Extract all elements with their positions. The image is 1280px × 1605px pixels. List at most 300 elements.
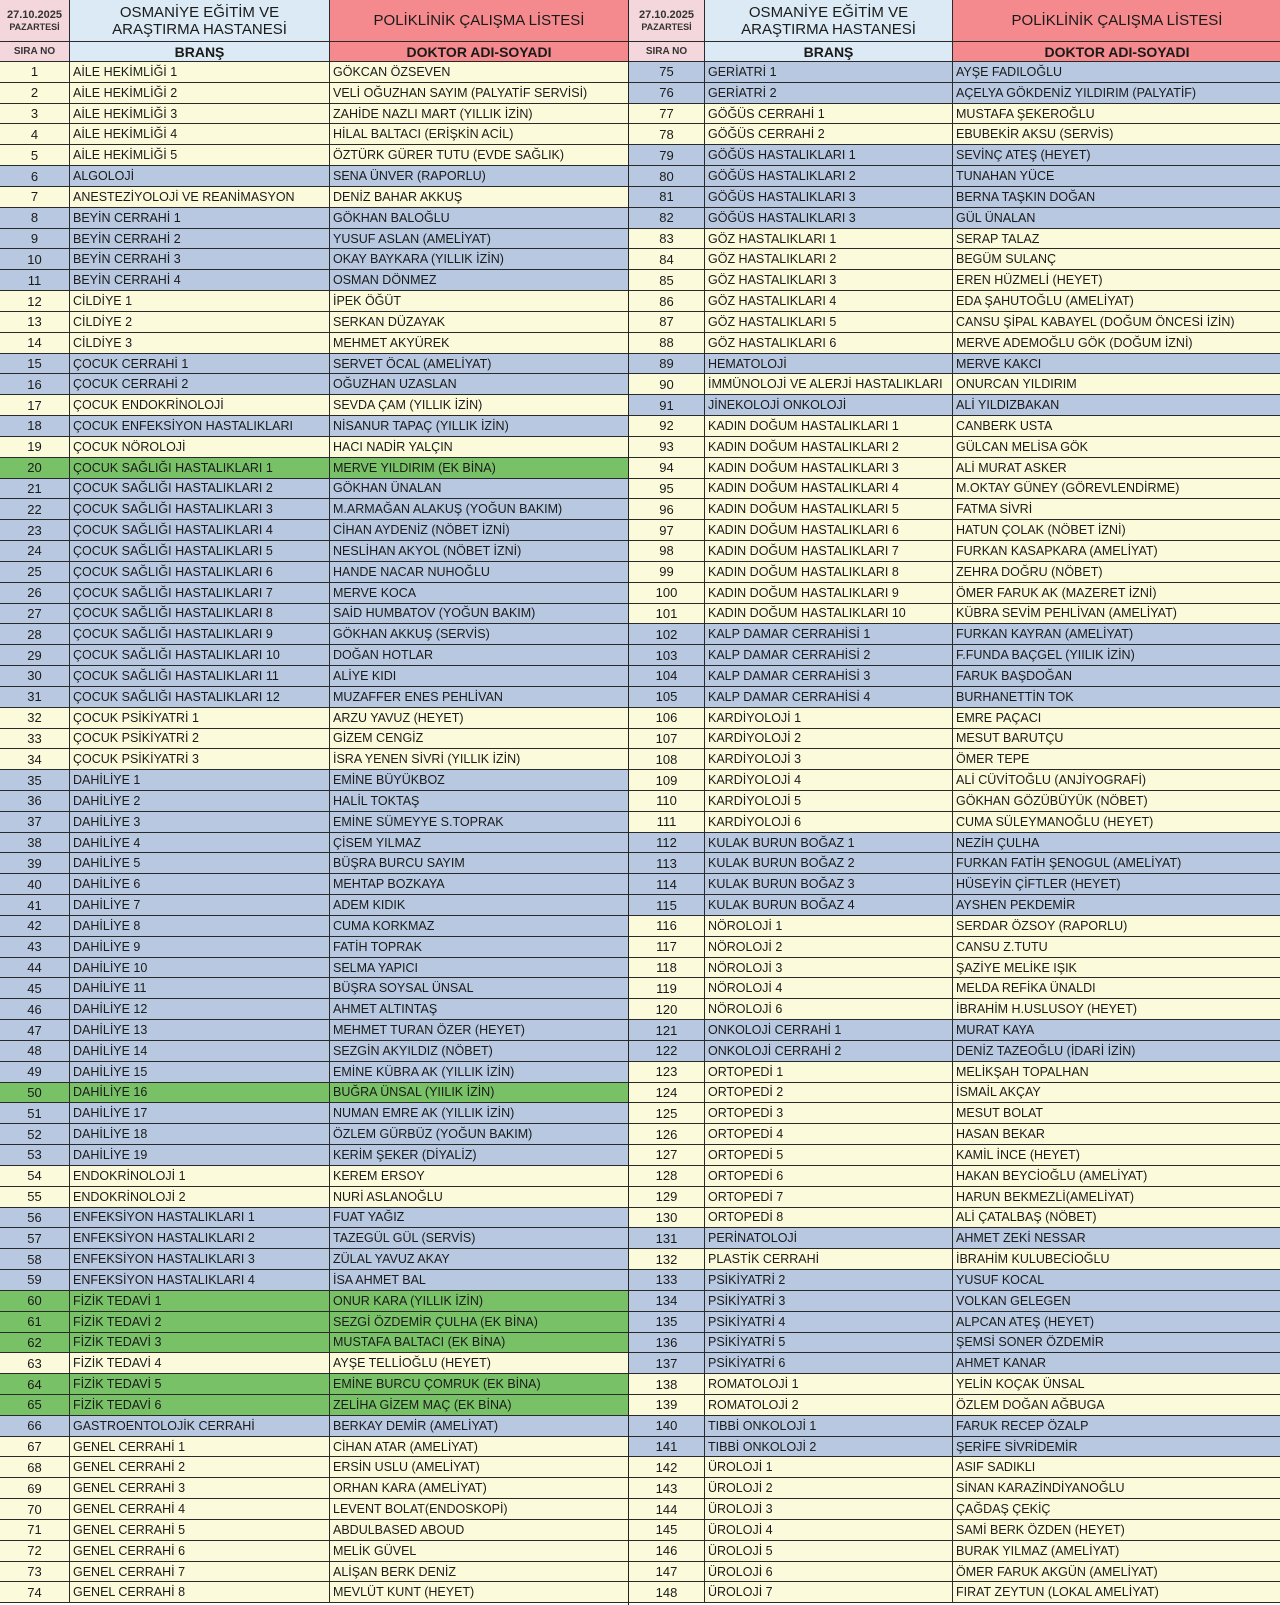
- doctor-cell: SERDAR ÖZSOY (RAPORLU): [956, 918, 1128, 933]
- row-number: 8: [0, 208, 70, 228]
- row-number: 50: [0, 1083, 70, 1103]
- branch-cell: GÖZ HASTALIKLARI 5: [705, 312, 953, 332]
- row-number: 139: [629, 1395, 705, 1415]
- branch-cell: NÖROLOJİ 2: [705, 937, 953, 957]
- doctor-cell: BÜŞRA SOYSAL ÜNSAL: [333, 981, 474, 996]
- table-row: [0, 1103, 628, 1124]
- doctor-cell: İSMAİL AKÇAY: [956, 1085, 1041, 1100]
- branch-cell: CİLDİYE 2: [70, 312, 330, 332]
- col-header-doctor: DOKTOR ADI-SOYADI: [330, 42, 628, 61]
- doctor-cell: GÜL ÜNALAN: [956, 210, 1036, 225]
- row-number: 45: [0, 978, 70, 998]
- doctor-cell: ZELİHA GİZEM MAÇ (EK BİNA): [333, 1397, 512, 1412]
- list-title: POLİKLİNİK ÇALIŞMA LİSTESİ: [953, 0, 1280, 41]
- branch-cell: KALP DAMAR CERRAHİSİ 2: [705, 645, 953, 665]
- doctor-cell: AYSHEN PEKDEMİR: [956, 898, 1076, 913]
- left-table-body: [0, 62, 628, 1603]
- doctor-cell: GÖKHAN AKKUŞ (SERVİS): [333, 627, 490, 642]
- doctor-cell: BERNA TAŞKIN DOĞAN: [956, 189, 1096, 204]
- table-row: [0, 1249, 628, 1270]
- table-row: [0, 1208, 628, 1229]
- doctor-cell: ŞEMSİ SONER ÖZDEMİR: [956, 1335, 1104, 1350]
- table-row: [0, 1437, 628, 1458]
- doctor-cell: MELİK GÜVEL: [333, 1543, 417, 1558]
- row-number: 131: [629, 1228, 705, 1248]
- doctor-cell: AYŞE TELLİOĞLU (HEYET): [333, 1356, 491, 1371]
- col-header-branch: BRANŞ: [705, 42, 953, 61]
- table-row: [629, 62, 1280, 83]
- day-name: PAZARTESİ: [9, 21, 60, 32]
- branch-cell: GENEL CERRAHİ 8: [70, 1582, 330, 1602]
- doctor-cell: FURKAN KASAPKARA (AMELİYAT): [956, 543, 1158, 558]
- branch-cell: ÜROLOJİ 1: [705, 1457, 953, 1477]
- table-row: [629, 1020, 1280, 1041]
- table-row: [0, 1187, 628, 1208]
- row-number: 57: [0, 1228, 70, 1248]
- table-row: [0, 187, 628, 208]
- table-row: [0, 479, 628, 500]
- row-number: 10: [0, 249, 70, 269]
- branch-cell: ÇOCUK SAĞLIĞI HASTALIKLARI 4: [70, 520, 330, 540]
- row-number: 69: [0, 1478, 70, 1498]
- branch-cell: ÇOCUK SAĞLIĞI HASTALIKLARI 7: [70, 583, 330, 603]
- doctor-cell: ALİ ÇATALBAŞ (NÖBET): [956, 1210, 1097, 1225]
- doctor-cell: HÜSEYİN ÇİFTLER (HEYET): [956, 877, 1121, 892]
- doctor-cell: ERSİN USLU (AMELİYAT): [333, 1460, 480, 1475]
- table-row: [0, 208, 628, 229]
- day-name: PAZARTESİ: [641, 21, 692, 32]
- row-number: 43: [0, 937, 70, 957]
- doctor-cell: MEVLÜT KUNT (HEYET): [333, 1585, 475, 1600]
- doctor-cell: M.ARMAĞAN ALAKUŞ (YOĞUN BAKIM): [333, 502, 563, 517]
- branch-cell: DAHİLİYE 7: [70, 895, 330, 915]
- branch-cell: PERİNATOLOJİ: [705, 1228, 953, 1248]
- table-row: [0, 270, 628, 291]
- branch-cell: ENFEKSİYON HASTALIKLARI 4: [70, 1270, 330, 1290]
- table-row: [629, 1374, 1280, 1395]
- doctor-cell: MERVE KOCA: [333, 585, 417, 600]
- doctor-cell: MESUT BOLAT: [956, 1106, 1044, 1121]
- branch-cell: İMMÜNOLOJİ VE ALERJİ HASTALIKLARI: [705, 374, 953, 394]
- doctor-cell: BURHANETTİN TOK: [956, 689, 1074, 704]
- table-row: [629, 1228, 1280, 1249]
- table-row: [0, 1312, 628, 1333]
- table-row: [0, 1333, 628, 1354]
- doctor-cell: KERİM ŞEKER (DİYALİZ): [333, 1147, 477, 1162]
- table-row: [0, 1041, 628, 1062]
- table-row: [0, 604, 628, 625]
- table-row: [629, 833, 1280, 854]
- branch-cell: GÖĞÜS HASTALIKLARI 2: [705, 166, 953, 186]
- row-number: 89: [629, 354, 705, 374]
- doctor-cell: SAİD HUMBATOV (YOĞUN BAKIM): [333, 606, 536, 621]
- branch-cell: NÖROLOJİ 4: [705, 978, 953, 998]
- table-row: [0, 374, 628, 395]
- branch-cell: DAHİLİYE 15: [70, 1062, 330, 1082]
- branch-cell: DAHİLİYE 14: [70, 1041, 330, 1061]
- table-row: [629, 1270, 1280, 1291]
- table-row: [629, 583, 1280, 604]
- branch-cell: GÖZ HASTALIKLARI 1: [705, 229, 953, 249]
- doctor-cell: ONURCAN YILDIRIM: [956, 377, 1077, 392]
- row-number: 83: [629, 229, 705, 249]
- row-number: 15: [0, 354, 70, 374]
- table-row: [0, 1478, 628, 1499]
- row-number: 18: [0, 416, 70, 436]
- doctor-cell: AÇELYA GÖKDENİZ YILDIRIM (PALYATİF): [956, 85, 1197, 100]
- table-row: [629, 1145, 1280, 1166]
- table-row: [629, 249, 1280, 270]
- table-row: [0, 520, 628, 541]
- row-number: 126: [629, 1124, 705, 1144]
- table-row: [629, 1582, 1280, 1603]
- row-number: 120: [629, 999, 705, 1019]
- branch-cell: HEMATOLOJİ: [705, 354, 953, 374]
- doctor-cell: EMİNE BÜYÜKBOZ: [333, 773, 445, 788]
- doctor-cell: DENİZ BAHAR AKKUŞ: [333, 189, 463, 204]
- doctor-cell: SAMİ BERK ÖZDEN (HEYET): [956, 1522, 1125, 1537]
- row-number: 127: [629, 1145, 705, 1165]
- row-number: 101: [629, 604, 705, 624]
- doctor-cell: ALİ YILDIZBAKAN: [956, 398, 1060, 413]
- branch-cell: CİLDİYE 1: [70, 291, 330, 311]
- doctor-cell: YUSUF KOCAL: [956, 1272, 1045, 1287]
- table-row: [0, 937, 628, 958]
- date: 27.10.2025: [638, 8, 695, 21]
- table-row: [629, 666, 1280, 687]
- row-number: 147: [629, 1562, 705, 1582]
- row-number: 129: [629, 1187, 705, 1207]
- branch-cell: KADIN DOĞUM HASTALIKLARI 5: [705, 499, 953, 519]
- table-row: [0, 583, 628, 604]
- doctor-cell: OSMAN DÖNMEZ: [333, 273, 437, 288]
- branch-cell: GÖĞÜS CERRAHİ 1: [705, 104, 953, 124]
- doctor-cell: MERVE ADEMOĞLU GÖK (DOĞUM İZNİ): [956, 335, 1193, 350]
- right-table: [629, 0, 1280, 1605]
- doctor-cell: GÖKHAN GÖZÜBÜYÜK (NÖBET): [956, 793, 1148, 808]
- row-number: 148: [629, 1582, 705, 1602]
- table-row: [629, 729, 1280, 750]
- doctor-cell: ZÜLAL YAVUZ AKAY: [333, 1252, 450, 1267]
- row-number: 112: [629, 833, 705, 853]
- row-number: 138: [629, 1374, 705, 1394]
- branch-cell: AİLE HEKİMLİĞİ 1: [70, 62, 330, 82]
- branch-cell: AİLE HEKİMLİĞİ 2: [70, 83, 330, 103]
- branch-cell: ÇOCUK SAĞLIĞI HASTALIKLARI 12: [70, 687, 330, 707]
- doctor-cell: FATİH TOPRAK: [333, 939, 422, 954]
- row-number: 84: [629, 249, 705, 269]
- table-row: [0, 895, 628, 916]
- row-number: 82: [629, 208, 705, 228]
- table-row: [629, 562, 1280, 583]
- table-row: [629, 1041, 1280, 1062]
- doctor-cell: HANDE NACAR NUHOĞLU: [333, 564, 490, 579]
- row-number: 65: [0, 1395, 70, 1415]
- row-number: 113: [629, 853, 705, 873]
- table-row: [629, 1312, 1280, 1333]
- row-number: 130: [629, 1208, 705, 1228]
- row-number: 108: [629, 749, 705, 769]
- doctor-cell: ŞERİFE SİVRİDEMİR: [956, 1439, 1078, 1454]
- doctor-cell: ONUR KARA (YILLIK İZİN): [333, 1293, 484, 1308]
- table-row: [0, 1353, 628, 1374]
- table-row: [0, 1062, 628, 1083]
- row-number: 32: [0, 708, 70, 728]
- doctor-cell: DOĞAN HOTLAR: [333, 648, 434, 663]
- doctor-cell: ÇİSEM YILMAZ: [333, 835, 421, 850]
- table-row: [629, 916, 1280, 937]
- doctor-cell: MEHTAP BOZKAYA: [333, 877, 445, 892]
- row-number: 114: [629, 874, 705, 894]
- branch-cell: ÇOCUK SAĞLIĞI HASTALIKLARI 11: [70, 666, 330, 686]
- doctor-cell: AHMET ALTINTAŞ: [333, 1002, 438, 1017]
- row-number: 128: [629, 1166, 705, 1186]
- table-row: [629, 1249, 1280, 1270]
- doctor-cell: FARUK BAŞDOĞAN: [956, 668, 1072, 683]
- branch-cell: ANESTEZİYOLOJİ VE REANİMASYON: [70, 187, 330, 207]
- row-number: 77: [629, 104, 705, 124]
- doctor-cell: AYŞE FADILOĞLU: [956, 64, 1063, 79]
- branch-cell: KADIN DOĞUM HASTALIKLARI 8: [705, 562, 953, 582]
- row-number: 37: [0, 812, 70, 832]
- table-row: [629, 1395, 1280, 1416]
- row-number: 24: [0, 541, 70, 561]
- row-number: 93: [629, 437, 705, 457]
- doctor-cell: İBRAHİM KULUBECİOĞLU: [956, 1252, 1110, 1267]
- row-number: 119: [629, 978, 705, 998]
- col-header-branch: BRANŞ: [70, 42, 330, 61]
- branch-cell: ÇOCUK SAĞLIĞI HASTALIKLARI 8: [70, 604, 330, 624]
- table-row: [0, 124, 628, 145]
- branch-cell: ÇOCUK SAĞLIĞI HASTALIKLARI 9: [70, 624, 330, 644]
- left-table: [0, 0, 629, 1605]
- table-row: [629, 270, 1280, 291]
- branch-cell: KULAK BURUN BOĞAZ 3: [705, 874, 953, 894]
- row-number: 39: [0, 853, 70, 873]
- row-number: 85: [629, 270, 705, 290]
- branch-cell: ORTOPEDİ 2: [705, 1083, 953, 1103]
- row-number: 67: [0, 1437, 70, 1457]
- doctor-cell: CİHAN ATAR (AMELİYAT): [333, 1439, 478, 1454]
- date-cell: [629, 0, 705, 41]
- table-row: [0, 541, 628, 562]
- branch-cell: ROMATOLOJİ 1: [705, 1374, 953, 1394]
- branch-cell: ORTOPEDİ 6: [705, 1166, 953, 1186]
- table-row: [0, 1145, 628, 1166]
- doctor-cell: ARZU YAVUZ (HEYET): [333, 710, 464, 725]
- doctor-cell: HAKAN BEYCİOĞLU (AMELİYAT): [956, 1168, 1148, 1183]
- table-row: [0, 1083, 628, 1104]
- table-row: [0, 749, 628, 770]
- branch-cell: KALP DAMAR CERRAHİSİ 1: [705, 624, 953, 644]
- row-number: 64: [0, 1374, 70, 1394]
- doctor-cell: FARUK RECEP ÖZALP: [956, 1418, 1089, 1433]
- doctor-cell: BÜŞRA BURCU SAYIM: [333, 856, 465, 871]
- doctor-cell: EREN HÜZMELİ (HEYET): [956, 273, 1103, 288]
- branch-cell: ÇOCUK PSİKİYATRİ 2: [70, 729, 330, 749]
- table-row: [629, 1499, 1280, 1520]
- branch-cell: DAHİLİYE 8: [70, 916, 330, 936]
- doctor-cell: VELİ OĞUZHAN SAYIM (PALYATİF SERVİSİ): [333, 85, 588, 100]
- table-row: [629, 124, 1280, 145]
- row-number: 105: [629, 687, 705, 707]
- branch-cell: GERİATRİ 2: [705, 83, 953, 103]
- table-row: [0, 312, 628, 333]
- branch-cell: ORTOPEDİ 1: [705, 1062, 953, 1082]
- doctor-cell: HALİL TOKTAŞ: [333, 793, 420, 808]
- table-row: [629, 229, 1280, 250]
- row-number: 124: [629, 1083, 705, 1103]
- branch-cell: GENEL CERRAHİ 4: [70, 1499, 330, 1519]
- table-row: [0, 1582, 628, 1603]
- doctor-cell: ŞAZİYE MELİKE IŞIK: [956, 960, 1077, 975]
- branch-cell: FİZİK TEDAVİ 1: [70, 1291, 330, 1311]
- row-number: 87: [629, 312, 705, 332]
- doctor-cell: OKAY BAYKARA (YILLIK İZİN): [333, 252, 504, 267]
- table-row: [629, 1353, 1280, 1374]
- table-row: [629, 1437, 1280, 1458]
- row-number: 44: [0, 958, 70, 978]
- row-number: 47: [0, 1020, 70, 1040]
- branch-cell: GÖĞÜS HASTALIKLARI 1: [705, 145, 953, 165]
- branch-cell: PSİKİYATRİ 5: [705, 1333, 953, 1353]
- column-header-row: [629, 42, 1280, 62]
- table-row: [629, 624, 1280, 645]
- branch-cell: GENEL CERRAHİ 3: [70, 1478, 330, 1498]
- row-number: 68: [0, 1457, 70, 1477]
- doctor-cell: ÖZLEM DOĞAN AĞBUGA: [956, 1397, 1105, 1412]
- branch-cell: DAHİLİYE 3: [70, 812, 330, 832]
- doctor-cell: MELDA REFİKA ÜNALDI: [956, 981, 1096, 996]
- branch-cell: ORTOPEDİ 8: [705, 1208, 953, 1228]
- doctor-cell: HARUN BEKMEZLİ(AMELİYAT): [956, 1189, 1135, 1204]
- branch-cell: FİZİK TEDAVİ 5: [70, 1374, 330, 1394]
- table-row: [629, 1457, 1280, 1478]
- branch-cell: GÖZ HASTALIKLARI 3: [705, 270, 953, 290]
- col-header-no: SIRA NO: [0, 42, 70, 61]
- branch-cell: KULAK BURUN BOĞAZ 1: [705, 833, 953, 853]
- row-number: 60: [0, 1291, 70, 1311]
- branch-cell: PLASTİK CERRAHİ: [705, 1249, 953, 1269]
- table-row: [629, 83, 1280, 104]
- doctor-cell: ÖMER TEPE: [956, 752, 1030, 767]
- table-row: [629, 1520, 1280, 1541]
- doctor-cell: ADEM KIDIK: [333, 898, 406, 913]
- branch-cell: KARDİYOLOJİ 4: [705, 770, 953, 790]
- doctor-cell: ABDULBASED ABOUD: [333, 1522, 465, 1537]
- doctor-cell: ZAHİDE NAZLI MART (YILLIK İZİN): [333, 106, 533, 121]
- table-row: [0, 166, 628, 187]
- row-number: 17: [0, 395, 70, 415]
- row-number: 94: [629, 458, 705, 478]
- doctor-cell: MERVE YILDIRIM (EK BİNA): [333, 460, 496, 475]
- doctor-cell: KAMİL İNCE (HEYET): [956, 1147, 1080, 1162]
- row-number: 146: [629, 1541, 705, 1561]
- doctor-cell: EBUBEKİR AKSU (SERVİS): [956, 127, 1114, 142]
- branch-cell: AİLE HEKİMLİĞİ 4: [70, 124, 330, 144]
- doctor-cell: ÖMER FARUK AK (MAZERET İZNİ): [956, 585, 1157, 600]
- row-number: 72: [0, 1541, 70, 1561]
- row-number: 6: [0, 166, 70, 186]
- branch-cell: PSİKİYATRİ 3: [705, 1291, 953, 1311]
- branch-cell: DAHİLİYE 16: [70, 1083, 330, 1103]
- row-number: 118: [629, 958, 705, 978]
- branch-cell: KULAK BURUN BOĞAZ 2: [705, 853, 953, 873]
- branch-cell: ONKOLOJİ CERRAHİ 1: [705, 1020, 953, 1040]
- table-row: [629, 978, 1280, 999]
- row-number: 55: [0, 1187, 70, 1207]
- branch-cell: KADIN DOĞUM HASTALIKLARI 9: [705, 583, 953, 603]
- row-number: 111: [629, 812, 705, 832]
- branch-cell: ÜROLOJİ 7: [705, 1582, 953, 1602]
- branch-cell: DAHİLİYE 17: [70, 1103, 330, 1123]
- branch-cell: KARDİYOLOJİ 3: [705, 749, 953, 769]
- row-number: 106: [629, 708, 705, 728]
- doctor-cell: NURİ ASLANOĞLU: [333, 1189, 443, 1204]
- row-number: 1: [0, 62, 70, 82]
- table-row: [0, 833, 628, 854]
- table-row: [629, 458, 1280, 479]
- table-row: [629, 208, 1280, 229]
- row-number: 46: [0, 999, 70, 1019]
- table-row: [0, 1166, 628, 1187]
- branch-cell: ÇOCUK ENFEKSİYON HASTALIKLARI: [70, 416, 330, 436]
- doctor-cell: CANBERK USTA: [956, 418, 1053, 433]
- doctor-cell: MERVE KAKCI: [956, 356, 1042, 371]
- row-number: 27: [0, 604, 70, 624]
- doctor-cell: EMİNE BURCU ÇOMRUK (EK BİNA): [333, 1377, 541, 1392]
- table-row: [0, 499, 628, 520]
- table-row: [629, 874, 1280, 895]
- doctor-cell: MEHMET AKYÜREK: [333, 335, 450, 350]
- row-number: 116: [629, 916, 705, 936]
- doctor-cell: GÖKHAN BALOĞLU: [333, 210, 450, 225]
- row-number: 66: [0, 1416, 70, 1436]
- table-row: [0, 624, 628, 645]
- branch-cell: CİLDİYE 3: [70, 333, 330, 353]
- table-row: [629, 791, 1280, 812]
- branch-cell: ÇOCUK PSİKİYATRİ 3: [70, 749, 330, 769]
- row-number: 12: [0, 291, 70, 311]
- branch-cell: KADIN DOĞUM HASTALIKLARI 1: [705, 416, 953, 436]
- table-row: [629, 1187, 1280, 1208]
- row-number: 121: [629, 1020, 705, 1040]
- doctor-cell: ALİYE KIDI: [333, 668, 397, 683]
- doctor-cell: GİZEM CENGİZ: [333, 731, 424, 746]
- branch-cell: GERİATRİ 1: [705, 62, 953, 82]
- branch-cell: KALP DAMAR CERRAHİSİ 4: [705, 687, 953, 707]
- row-number: 90: [629, 374, 705, 394]
- branch-cell: GENEL CERRAHİ 2: [70, 1457, 330, 1477]
- table-row: [629, 416, 1280, 437]
- branch-cell: KADIN DOĞUM HASTALIKLARI 3: [705, 458, 953, 478]
- table-row: [0, 1020, 628, 1041]
- row-number: 143: [629, 1478, 705, 1498]
- row-number: 135: [629, 1312, 705, 1332]
- branch-cell: KADIN DOĞUM HASTALIKLARI 4: [705, 479, 953, 499]
- branch-cell: ENDOKRİNOLOJİ 2: [70, 1187, 330, 1207]
- branch-cell: ÇOCUK CERRAHİ 1: [70, 354, 330, 374]
- table-row: [629, 374, 1280, 395]
- doctor-cell: KEREM ERSOY: [333, 1168, 425, 1183]
- branch-cell: ÜROLOJİ 6: [705, 1562, 953, 1582]
- branch-cell: ÜROLOJİ 2: [705, 1478, 953, 1498]
- branch-cell: GÖĞÜS HASTALIKLARI 3: [705, 208, 953, 228]
- doctor-cell: ORHAN KARA (AMELİYAT): [333, 1481, 487, 1496]
- doctor-cell: SERVET ÖCAL (AMELİYAT): [333, 356, 492, 371]
- branch-cell: GÖZ HASTALIKLARI 6: [705, 333, 953, 353]
- doctor-cell: BUĞRA ÜNSAL (YIILIK İZİN): [333, 1085, 495, 1100]
